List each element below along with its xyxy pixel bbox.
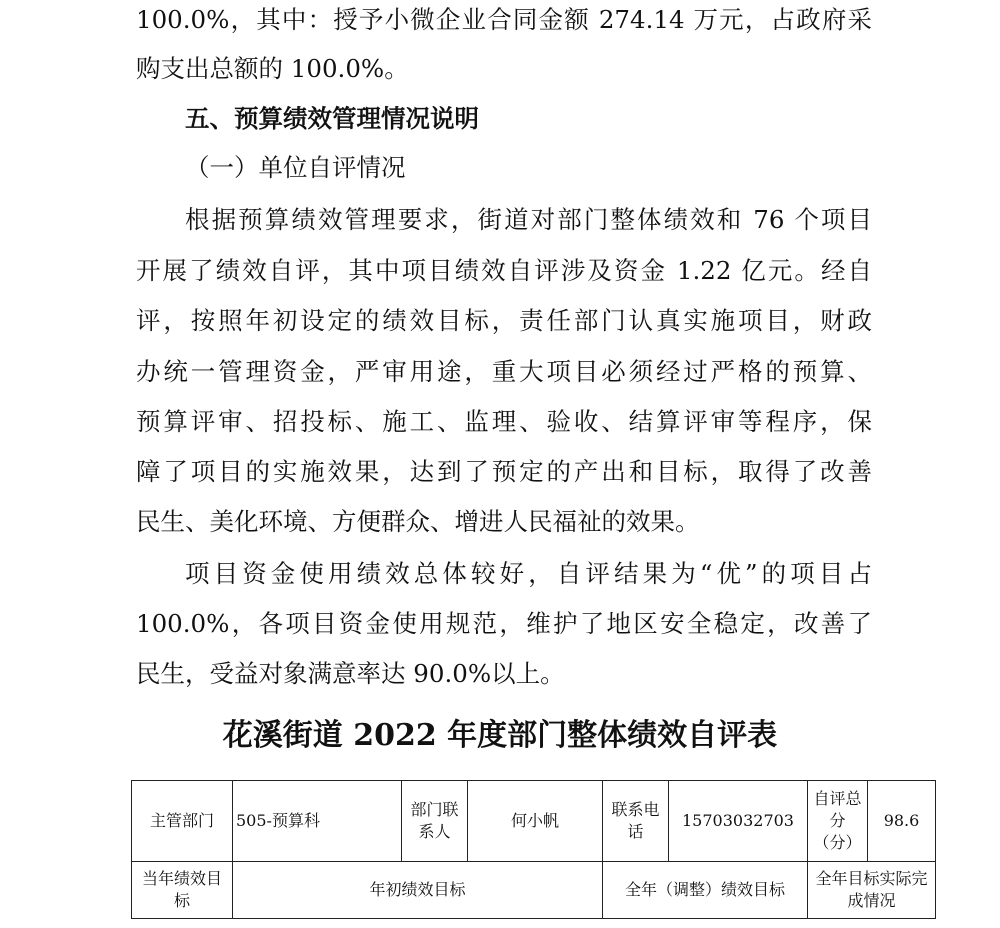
table-row — [132, 862, 936, 919]
paragraph-line: 100.0%，其中：授予小微企业合同金额 274.14 万元，占政府采 — [136, 5, 872, 34]
paragraph-line: 购支出总额的 100.0%。 — [136, 54, 409, 83]
section-heading: 五、预算绩效管理情况说明 — [185, 104, 479, 133]
paragraph-line: 根据预算绩效管理要求，街道对部门整体绩效和 76 个项目 — [185, 205, 872, 234]
contact-value-cell: 何小帆 — [468, 781, 603, 862]
paragraph-line: 民生，受益对象满意率达 90.0%以上。 — [136, 659, 565, 688]
performance-table — [131, 780, 936, 919]
phone-label-cell: 联系电话 — [603, 781, 669, 862]
score-value-cell: 98.6 — [868, 781, 936, 862]
paragraph-line: 障了项目的实施效果，达到了预定的产出和目标，取得了改善 — [136, 457, 872, 486]
paragraph-line: 开展了绩效自评，其中项目绩效自评涉及资金 1.22 亿元。经自 — [136, 256, 872, 285]
paragraph-line: 评，按照年初设定的绩效目标，责任部门认真实施项目，财政 — [136, 306, 872, 335]
initial-goal-header: 年初绩效目标 — [233, 862, 603, 919]
paragraph-line: 民生、美化环境、方便群众、增进人民福祉的效果。 — [136, 507, 700, 536]
paragraph-line: 办统一管理资金，严审用途，重大项目必须经过严格的预算、 — [136, 357, 872, 386]
table-title: 花溪街道 2022 年度部门整体绩效自评表 — [222, 718, 778, 753]
actual-completion-header: 全年目标实际完成情况 — [808, 862, 936, 919]
adjusted-goal-header: 全年（调整）绩效目标 — [603, 862, 808, 919]
table-row — [132, 781, 936, 862]
subsection-heading: （一）单位自评情况 — [185, 153, 406, 182]
goal-label-cell: 当年绩效目标 — [132, 862, 233, 919]
score-label-cell: 自评总分（分） — [808, 781, 868, 862]
phone-value-cell: 15703032703 — [669, 781, 808, 862]
paragraph-line: 项目资金使用绩效总体较好，自评结果为“优”的项目占 — [185, 559, 872, 588]
paragraph-line: 预算评审、招投标、施工、监理、验收、结算评审等程序，保 — [136, 407, 872, 436]
contact-label-cell: 部门联系人 — [402, 781, 468, 862]
dept-label-cell: 主管部门 — [132, 781, 233, 862]
paragraph-line: 100.0%，各项目资金使用规范，维护了地区安全稳定，改善了 — [136, 609, 872, 638]
dept-value-cell: 505-预算科 — [233, 781, 402, 862]
